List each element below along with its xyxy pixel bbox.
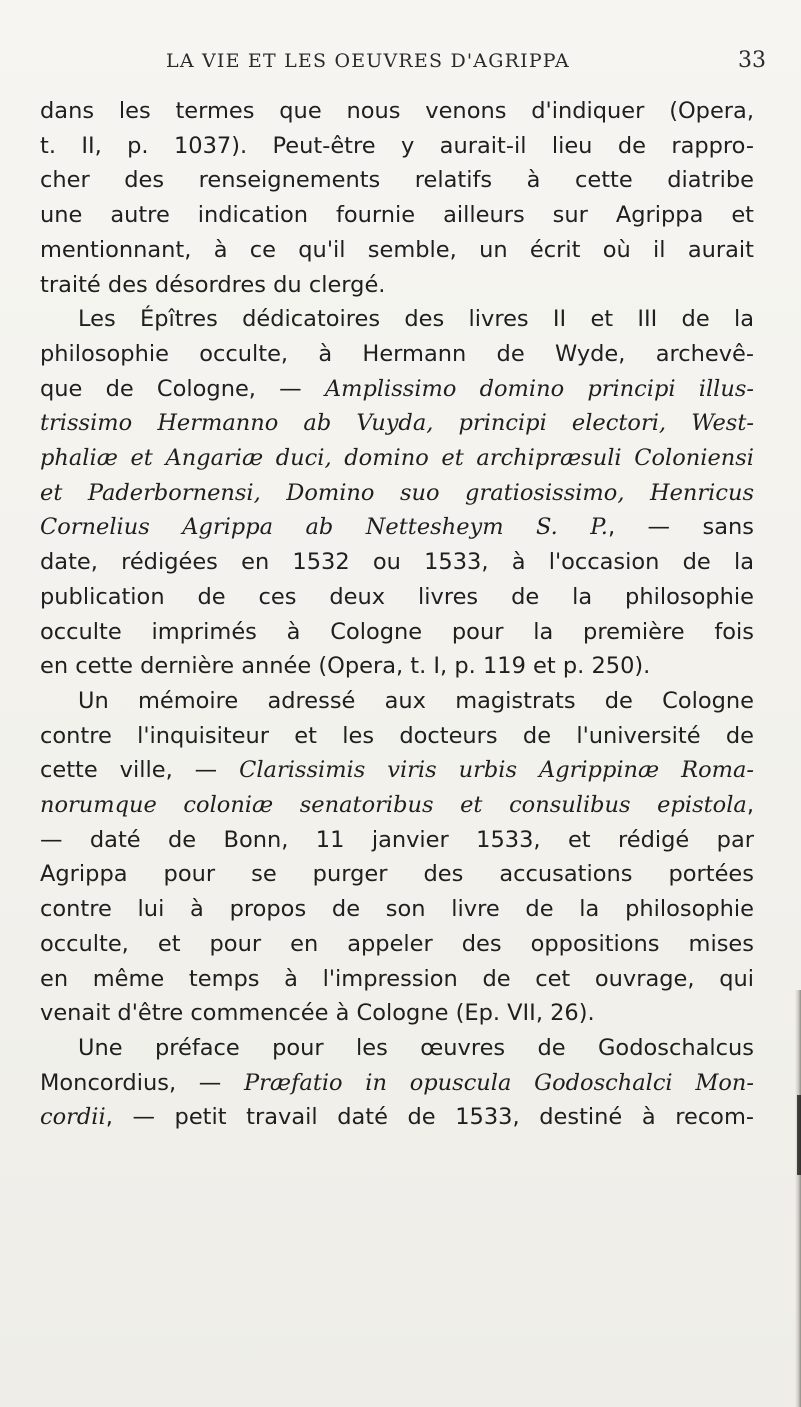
text-fragment: — daté de Bonn, 11 janvier 1533, et rédigé par xyxy=(40,826,754,853)
latin-title-fragment: trissimo Hermanno ab Vuyda, principi electori, West- xyxy=(40,410,754,437)
text-line xyxy=(40,580,754,615)
text-line xyxy=(40,545,754,580)
text-fragment: cette ville, — xyxy=(40,757,240,784)
text-fragment: , — sans xyxy=(607,514,755,541)
page-number: 33 xyxy=(738,48,766,73)
text-fragment: que de Cologne, — xyxy=(40,375,325,402)
text-line xyxy=(40,892,754,927)
text-fragment: traité des désordres du clergé. xyxy=(40,271,386,298)
text-line xyxy=(40,857,754,892)
text-line xyxy=(40,823,754,858)
text-line xyxy=(40,441,754,476)
text-fragment: Un mémoire adressé aux magistrats de Cologne xyxy=(78,687,754,714)
text-fragment: Une préface pour les œuvres de Godoschalcus xyxy=(78,1034,754,1061)
text-fragment: , — petit travail daté de 1533, destiné à recom- xyxy=(105,1104,754,1131)
text-line xyxy=(40,476,754,511)
text-line xyxy=(40,962,754,997)
text-fragment: cher des renseignements relatifs à cette diatribe xyxy=(40,167,754,194)
text-fragment: contre lui à propos de son livre de la philosophie xyxy=(40,896,754,923)
text-line xyxy=(40,94,754,129)
text-line xyxy=(40,198,754,233)
latin-title-fragment: Amplissimo domino principi illus- xyxy=(324,375,755,402)
text-line xyxy=(40,1066,754,1101)
text-line xyxy=(40,753,754,788)
latin-title-fragment: Præfatio in opuscula Godoschalci Mon- xyxy=(244,1069,755,1096)
text-line xyxy=(40,510,754,545)
body-text xyxy=(40,94,754,1135)
page-header xyxy=(166,50,766,80)
latin-title-fragment: cordii xyxy=(40,1104,106,1131)
latin-title-fragment: Cornelius Agrippa ab Nettesheym S. P. xyxy=(40,514,608,541)
text-line xyxy=(40,927,754,962)
text-line xyxy=(40,615,754,650)
text-fragment: une autre indication fournie ailleurs sur Agrippa et xyxy=(40,202,754,229)
latin-title-fragment: et Paderbornensi, Domino suo gratiosissimo, Henricus xyxy=(40,479,754,506)
text-line xyxy=(40,337,754,372)
text-fragment: en même temps à l'impression de cet ouvrage, qui xyxy=(40,965,754,992)
running-title: LA VIE ET LES OEUVRES D'AGRIPPA xyxy=(166,50,570,72)
text-line xyxy=(40,996,754,1031)
latin-title-fragment: phaliæ et Angariæ duci, domino et archipræsuli Coloniensi xyxy=(40,445,754,472)
text-fragment: occulte imprimés à Cologne pour la première fois xyxy=(40,618,754,645)
text-fragment: date, rédigées en 1532 ou 1533, à l'occasion de la xyxy=(40,549,754,576)
text-fragment: , xyxy=(746,792,754,819)
text-fragment: t. II, p. 1037). Peut-être y aurait-il lieu de rappro- xyxy=(40,132,754,159)
text-line xyxy=(40,719,754,754)
text-fragment: Agrippa pour se purger des accusations portées xyxy=(40,861,754,888)
text-line xyxy=(40,233,754,268)
text-line xyxy=(40,268,754,303)
text-line xyxy=(40,163,754,198)
text-line xyxy=(40,406,754,441)
text-fragment: dans les termes que nous venons d'indiquer (Opera, xyxy=(40,98,754,124)
text-fragment: publication de ces deux livres de la philosophie xyxy=(40,583,754,610)
text-fragment: Les Épîtres dédicatoires des livres II et III de la xyxy=(78,306,754,333)
text-fragment: en cette dernière année (Opera, t. I, p. 119 et p. 250). xyxy=(40,653,651,680)
text-line xyxy=(40,302,754,337)
latin-title-fragment: norumque coloniæ senatoribus et consulibus epistola xyxy=(40,792,747,819)
text-line xyxy=(40,649,754,684)
binding-mark xyxy=(797,1095,801,1175)
text-line xyxy=(40,129,754,164)
page-edge-shadow xyxy=(795,990,801,1407)
text-fragment: occulte, et pour en appeler des oppositions mises xyxy=(40,930,754,957)
text-fragment: venait d'être commencée à Cologne (Ep. VII, 26). xyxy=(40,1000,595,1027)
text-fragment: mentionnant, à ce qu'il semble, un écrit où il aurait xyxy=(40,236,754,263)
text-line xyxy=(40,684,754,719)
text-fragment: Moncordius, — xyxy=(40,1069,245,1096)
text-fragment: contre l'inquisiteur et les docteurs de l'université de xyxy=(40,722,754,749)
text-fragment: philosophie occulte, à Hermann de Wyde, archevê- xyxy=(40,340,754,367)
text-line xyxy=(40,788,754,823)
text-line xyxy=(40,1031,754,1066)
text-line xyxy=(40,1100,754,1135)
latin-title-fragment: Clarissimis viris urbis Agrippinæ Roma- xyxy=(239,757,754,784)
text-line xyxy=(40,372,754,407)
